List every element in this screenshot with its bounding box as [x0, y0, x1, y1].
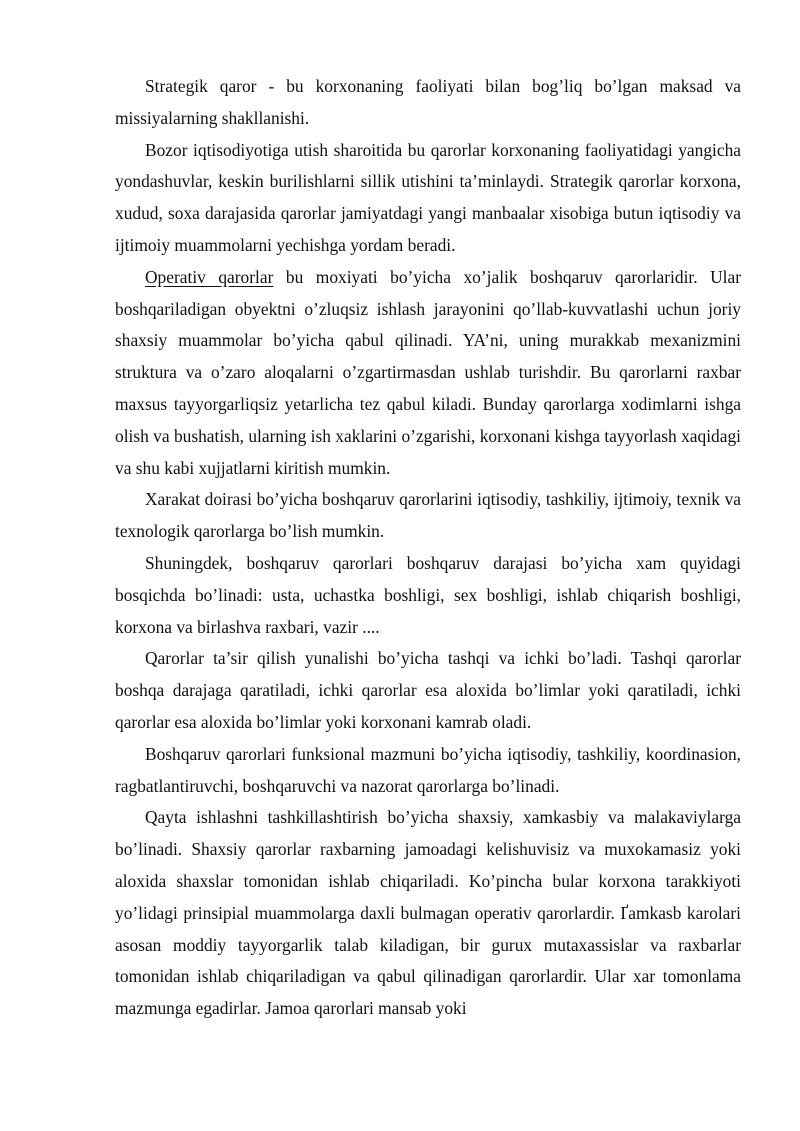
underlined-term: Operativ qarorlar: [145, 266, 274, 287]
paragraph-boshqaruv-darajasi: [115, 548, 741, 643]
paragraph-text: bu moxiyati bo’yicha xo’jalik boshqaruv qarorlaridir. Ular boshqariladigan obyektni o’zluqsiz ishlash jarayonini qo’llab-kuvvatlashi uchun joriy shaxsiy muammolar bo’yicha qabul qilinadi. YA’ni, uning murakkab mexanizmini struktura va o’zaro aloqalarni o’zgartirmasdan ushlab turishdir. Bu qarorlarni raxbar maxsus tayyorgarliqsiz yetarlicha tez qabul kiladi. Bunday qarorlarga xodimlarni ishga olish va bushatish, ularning ish xaklarini o’zgarishi, korxonani kishga tayyorlash xaqidagi va shu kabi xujjatlarni kiritish mumkin.: [115, 266, 741, 478]
paragraph-text: Strategik qaror - bu korxonaning faoliyati bilan bog’liq bo’lgan maksad va missiyalarning shakllanishi.: [115, 76, 741, 128]
paragraph-funksional-mazmun: [115, 739, 741, 803]
paragraph-text: Qarorlar ta’sir qilish yunalishi bo’yicha tashqi va ichki bo’ladi. Tashqi qarorlar boshqa darajaga qaratiladi, ichki qarorlar esa aloxida bo’limlar yoki qaratiladi, ichki qarorlar esa aloxida bo’limlar yoki korxonani kamrab oladi.: [115, 648, 741, 732]
paragraph-text: Bozor iqtisodiyotiga utish sharoitida bu qarorlar korxonaning faoliyatidagi yangicha yondashuvlar, keskin burilishlarni sillik utishini ta’minlaydi. Strategik qarorlar korxona, xudud, soxa darajasida qarorlar jamiyatdagi yangi manbaalar xisobiga butun iqtisodiy va ijtimoiy muammolarni yechishga yordam beradi.: [115, 139, 741, 255]
paragraph-strategik-qaror: [115, 71, 741, 135]
paragraph-text: Boshqaruv qarorlari funksional mazmuni bo’yicha iqtisodiy, tashkiliy, koordinasion, ragbatlantiruvchi, boshqaruvchi va nazorat qarorlarga bo’linadi.: [115, 743, 741, 796]
paragraph-qayta-ishlash: [115, 802, 741, 1025]
paragraph-text: Shuningdek, boshqaruv qarorlari boshqaruv darajasi bo’yicha xam quyidagi bosqichda bo’linadi: usta, uchastka boshligi, sex boshligi, ishlab chiqarish boshligi, korxona va birlashva raxbari, vazir ....: [115, 552, 741, 637]
paragraph-text: Qayta ishlashni tashkillashtirish bo’yicha shaxsiy, xamkasbiy va malakaviylarga bo’linadi. Shaxsiy qarorlar raxbarning jamoadagi kelishuvisiz va muxokamasiz yoki aloxida shaxslar tomonidan ishlab chiqariladi. Ko’pincha bular korxona tarakkiyoti yo’lidagi prinsipial muammolarga daxli bulmagan operativ qarorlardir. Ґamkasb karolari asosan moddiy tayyorgarlik talab kiladigan, bir gurux mutaxassislar va raxbarlar tomonidan ishlab chiqariladigan va qabul qilinadigan qarorlardir. Ular xar tomonlama mazmunga egadirlar. Jamoa qarorlari mansab yoki: [115, 807, 741, 1019]
paragraph-xarakat-doirasi: [115, 484, 741, 548]
paragraph-bozor-iqtisodiyoti: [115, 135, 741, 262]
paragraph-operativ-qarorlar: [115, 262, 741, 485]
paragraph-tasir-yunalishi: [115, 643, 741, 738]
paragraph-text: Xarakat doirasi bo’yicha boshqaruv qarorlarini iqtisodiy, tashkiliy, ijtimoiy, texnik va texnologik qarorlarga bo’lish mumkin.: [115, 489, 741, 542]
document-page: [115, 71, 741, 1025]
